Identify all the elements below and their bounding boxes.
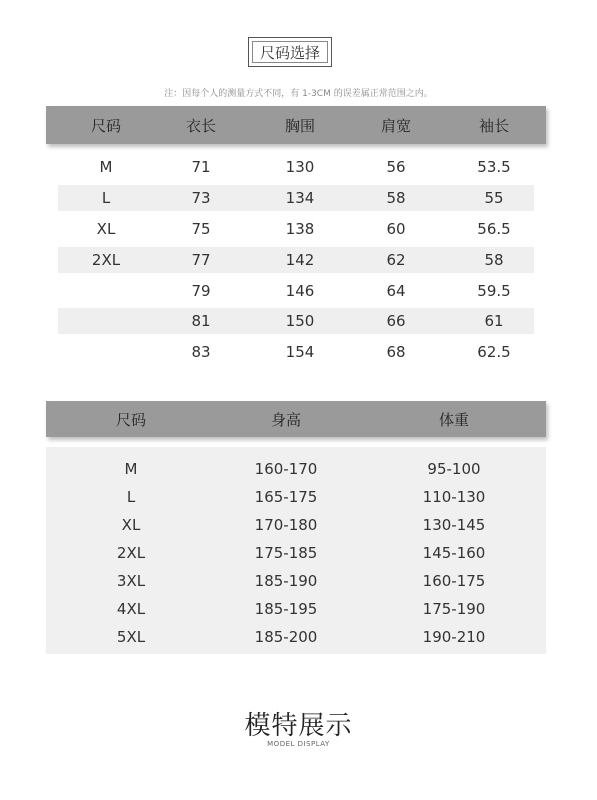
cell-size: 2XL [116, 544, 146, 562]
cell-length: 71 [191, 158, 211, 176]
table-row [46, 455, 546, 483]
cell-weight: 110-130 [422, 488, 486, 506]
header-height: 身高 [270, 410, 301, 429]
cell-length: 83 [191, 343, 211, 361]
cell-sleeve: 53.5 [477, 158, 511, 176]
measurement-note: 注：因每个人的测量方式不同，有 1-3CM 的误差属正常范围之内。 [164, 89, 433, 99]
cell-size: 5XL [116, 628, 146, 646]
header-size: 尺码 [115, 410, 146, 429]
section-title: 尺码选择 [259, 43, 320, 62]
header-weight: 体重 [438, 410, 469, 429]
cell-size: M [99, 158, 113, 176]
header-shoulder: 肩宽 [380, 116, 411, 135]
cell-height: 185-190 [254, 572, 318, 590]
table-row [46, 483, 546, 511]
header-chest: 胸围 [284, 116, 315, 135]
table-row [58, 339, 534, 365]
fit-table-body [46, 447, 546, 654]
cell-weight: 175-190 [422, 600, 486, 618]
cell-chest: 150 [285, 312, 315, 330]
cell-size: L [101, 189, 111, 207]
size-table-header [46, 106, 546, 144]
cell-shoulder: 62 [386, 251, 406, 269]
table-row [58, 154, 534, 180]
cell-size: 2XL [91, 251, 121, 269]
header-size: 尺码 [90, 116, 121, 135]
cell-length: 79 [191, 282, 211, 300]
cell-shoulder: 64 [386, 282, 406, 300]
table-row [58, 278, 534, 304]
cell-sleeve: 59.5 [477, 282, 511, 300]
cell-length: 81 [191, 312, 211, 330]
table-row [58, 185, 534, 211]
table-row [58, 216, 534, 242]
cell-length: 77 [191, 251, 211, 269]
cell-length: 75 [191, 220, 211, 238]
table-row [58, 308, 534, 334]
cell-chest: 146 [285, 282, 315, 300]
cell-height: 175-185 [254, 544, 318, 562]
cell-size: XL [121, 516, 141, 534]
cell-shoulder: 68 [386, 343, 406, 361]
cell-chest: 130 [285, 158, 315, 176]
cell-size: XL [96, 220, 116, 238]
cell-sleeve: 62.5 [477, 343, 511, 361]
cell-size: M [124, 460, 138, 478]
section-title-box [248, 37, 332, 67]
cell-chest: 138 [285, 220, 315, 238]
cell-shoulder: 66 [386, 312, 406, 330]
cell-sleeve: 61 [484, 312, 504, 330]
cell-length: 73 [191, 189, 211, 207]
cell-size: 4XL [116, 600, 146, 618]
cell-weight: 190-210 [422, 628, 486, 646]
cell-height: 165-175 [254, 488, 318, 506]
cell-size: 3XL [116, 572, 146, 590]
header-sleeve: 袖长 [478, 116, 509, 135]
table-row [46, 511, 546, 539]
cell-height: 185-195 [254, 600, 318, 618]
cell-shoulder: 58 [386, 189, 406, 207]
cell-weight: 145-160 [422, 544, 486, 562]
cell-weight: 160-175 [422, 572, 486, 590]
table-row [46, 623, 546, 651]
cell-chest: 142 [285, 251, 315, 269]
table-row [46, 539, 546, 567]
cell-sleeve: 58 [484, 251, 504, 269]
fit-table-header [46, 401, 546, 437]
cell-weight: 95-100 [427, 460, 481, 478]
cell-weight: 130-145 [422, 516, 486, 534]
cell-height: 160-170 [254, 460, 318, 478]
cell-height: 170-180 [254, 516, 318, 534]
table-row [46, 595, 546, 623]
table-row [58, 247, 534, 273]
table-row [46, 567, 546, 595]
model-display-subtitle: MODEL DISPLAY [267, 740, 330, 748]
cell-chest: 134 [285, 189, 315, 207]
header-length: 衣长 [185, 116, 216, 135]
cell-shoulder: 56 [386, 158, 406, 176]
cell-chest: 154 [285, 343, 315, 361]
cell-shoulder: 60 [386, 220, 406, 238]
cell-height: 185-200 [254, 628, 318, 646]
model-display-title: 模特展示 [244, 711, 353, 741]
cell-size: L [126, 488, 136, 506]
cell-sleeve: 56.5 [477, 220, 511, 238]
cell-sleeve: 55 [484, 189, 504, 207]
